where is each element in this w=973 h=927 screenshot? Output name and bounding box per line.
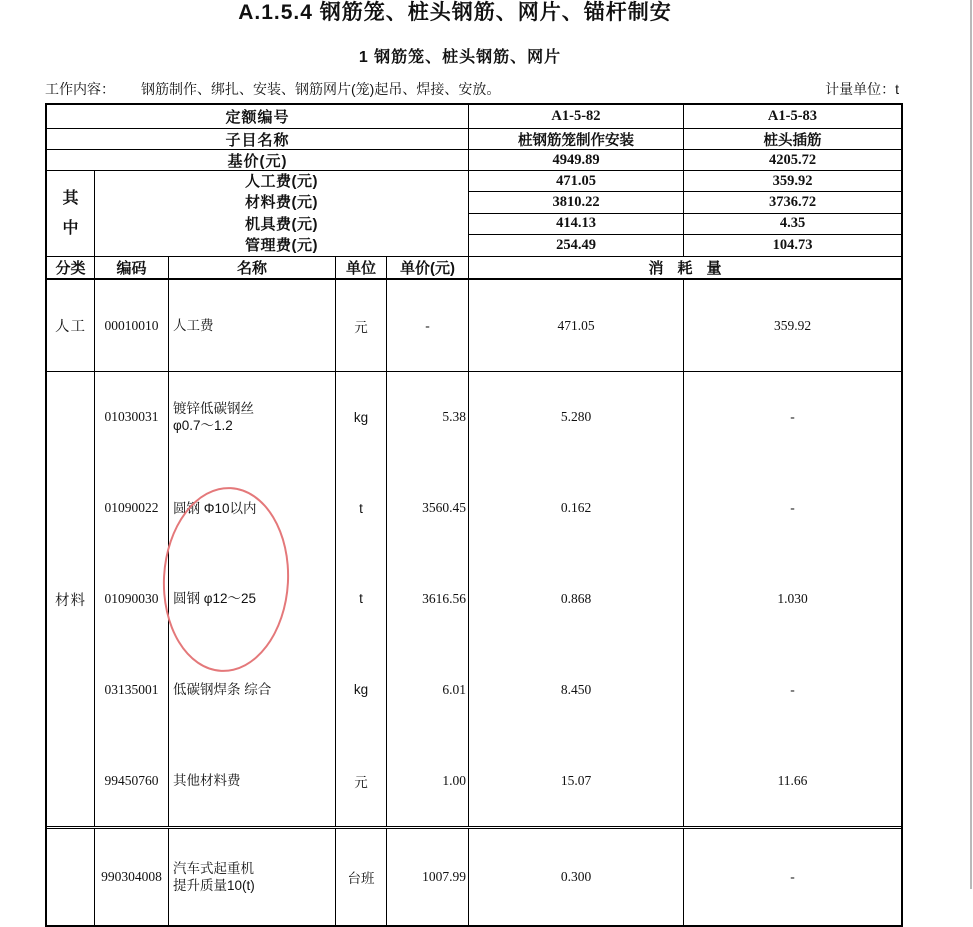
fee-label: 人工费(元) (245, 172, 318, 190)
among-char: 中 (62, 219, 79, 237)
price-cell: 3560.45 (387, 463, 469, 554)
name-cell (169, 829, 336, 925)
fee-values-col-2 (684, 171, 901, 256)
name-line: 镀锌低碳钢丝 (173, 401, 254, 417)
code-cell: 99450760 (95, 735, 169, 826)
work-content-label: 工作内容： (45, 81, 115, 97)
unit-cell: t (336, 554, 387, 645)
consumption-cell: 471.05 (469, 280, 684, 371)
column-header-row (47, 257, 901, 280)
page-title: A.1.5.4 钢筋笼、桩头钢筋、网片、锚杆制安 (238, 1, 672, 24)
consumption-cell: 359.92 (773, 317, 812, 333)
fee-value: 104.73 (772, 236, 813, 253)
consumption-cell: 8.450 (469, 644, 684, 735)
name-line: 圆钢 φ12～25 (173, 591, 257, 607)
fee-value: 359.92 (684, 171, 901, 192)
fee-value: 4.35 (684, 214, 901, 235)
name-cell (169, 463, 336, 554)
consumption-cell: 0.300 (469, 829, 684, 925)
name-line: 提升质量10(t) (173, 878, 255, 893)
name-cell (169, 280, 336, 371)
unit-cell: t (336, 463, 387, 554)
material-row (95, 735, 901, 826)
fee-value: 254.49 (556, 236, 596, 253)
code-cell: 01030031 (95, 372, 169, 463)
item-name-row (47, 129, 901, 150)
materials-rows (95, 372, 901, 826)
among-char: 其 (62, 189, 79, 207)
price-cell: 1.00 (387, 735, 469, 826)
material-row (95, 463, 901, 554)
base-price-row (47, 150, 901, 171)
machines-block (47, 829, 901, 925)
fee-label: 材料费(元) (245, 194, 318, 211)
fee-label: 机具费(元) (245, 215, 318, 233)
measure-unit-label: 计量单位：t (825, 81, 899, 97)
unit-cell: 元 (336, 735, 387, 826)
fee-label: 管理费(元) (245, 237, 318, 254)
fees-block (47, 171, 901, 257)
material-row (95, 554, 901, 645)
category-cell: 材料 (47, 372, 95, 826)
code-cell: 01090022 (95, 463, 169, 554)
price-cell: 6.01 (387, 644, 469, 735)
page-edge-line (970, 0, 972, 889)
unit-cell: kg (336, 372, 387, 463)
fee-value: 3736.72 (684, 192, 901, 213)
name-line: 人工费 (173, 318, 214, 333)
fee-values-col-1 (469, 171, 684, 256)
name-cell (169, 554, 336, 645)
col-code: 编码 (95, 257, 169, 278)
quota-no-cell: A1-5-82 (469, 105, 684, 128)
fee-value: 471.05 (469, 171, 683, 192)
consumption-cell: - (790, 869, 795, 884)
machines-rows (95, 829, 901, 925)
consumption-cell: - (790, 409, 795, 425)
fee-labels-cell (95, 171, 469, 256)
unit-cell: 元 (336, 280, 387, 371)
col-consumption: 消耗量 (648, 260, 736, 277)
code-cell: 01090030 (95, 554, 169, 645)
work-content-text: 钢筋制作、绑扎、安装、钢筋网片(笼)起吊、焊接、安放。 (141, 81, 501, 97)
quota-no-label-cell: 定额编号 (47, 105, 469, 128)
name-cell (169, 644, 336, 735)
code-cell: 00010010 (95, 280, 169, 371)
among-label-cell (47, 171, 95, 256)
col-unit: 单位 (336, 257, 387, 278)
consumption-cell: 1.030 (777, 590, 808, 606)
name-line: φ0.7～1.2 (173, 418, 233, 434)
machine-row (95, 829, 901, 925)
consumption-cell: - (790, 681, 795, 697)
quota-no-cell: A1-5-83 (767, 108, 818, 124)
item-name-label-cell: 子目名称 (47, 129, 469, 149)
price-cell: 1007.99 (387, 829, 469, 925)
category-cell (47, 829, 95, 925)
consumption-cell: 0.162 (469, 463, 684, 554)
base-price-cell: 4949.89 (469, 150, 684, 170)
code-cell: 990304008 (95, 829, 169, 925)
consumption-cell: 0.868 (469, 554, 684, 645)
fee-value: 3810.22 (469, 192, 683, 213)
name-line: 低碳钢焊条 综合 (173, 682, 272, 698)
item-name-cell: 桩头插筋 (763, 132, 822, 149)
col-name: 名称 (169, 257, 336, 278)
col-price: 单价(元) (387, 257, 469, 278)
labor-row (47, 280, 901, 372)
code-cell: 03135001 (95, 644, 169, 735)
fee-value: 414.13 (469, 214, 683, 235)
item-name-cell: 桩钢筋笼制作安装 (469, 129, 684, 149)
consumption-cell: 11.66 (777, 772, 808, 788)
name-line: 其他材料费 (173, 773, 241, 789)
name-cell (169, 372, 336, 463)
name-cell (169, 735, 336, 826)
base-price-cell: 4205.72 (768, 151, 817, 168)
price-cell: 5.38 (387, 372, 469, 463)
category-cell: 人工 (47, 280, 95, 371)
consumption-cell: 15.07 (469, 735, 684, 826)
material-row (95, 372, 901, 463)
section-subtitle: 1 钢筋笼、桩头钢筋、网片 (358, 49, 562, 66)
consumption-cell: - (790, 500, 795, 516)
price-cell: - (387, 280, 469, 371)
consumption-cell: 5.280 (469, 372, 684, 463)
col-category: 分类 (47, 257, 95, 278)
materials-block (47, 372, 901, 829)
unit-cell: kg (336, 644, 387, 735)
name-line: 圆钢 Φ10以内 (173, 500, 257, 516)
quota-table (45, 103, 903, 927)
material-row (95, 644, 901, 735)
base-price-label-cell: 基价(元) (47, 150, 469, 170)
quota-no-row (47, 105, 901, 129)
work-content-line (45, 79, 899, 99)
unit-cell: 台班 (336, 829, 387, 925)
name-line: 汽车式起重机 (173, 861, 254, 876)
price-cell: 3616.56 (387, 554, 469, 645)
